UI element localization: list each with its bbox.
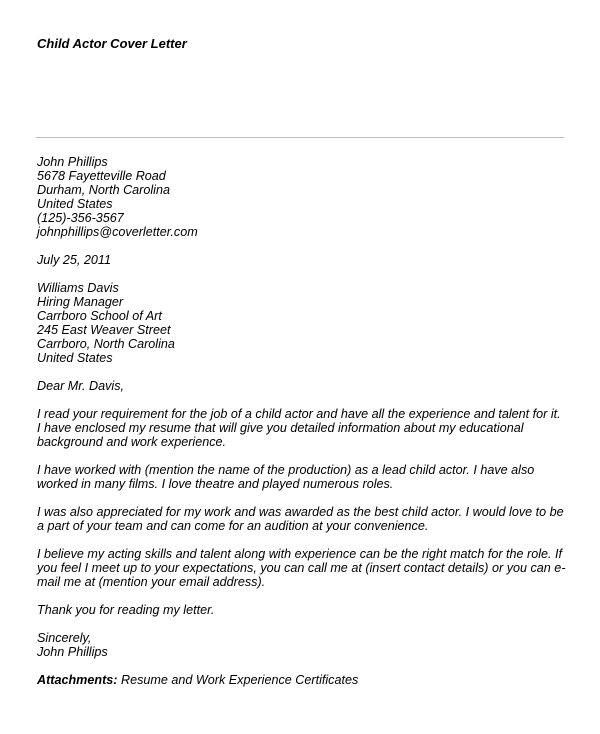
paragraph-1: I read your requirement for the job of a child actor and have all the experience and talent for it. I have enclosed my resume that will give you detailed information about my educational background and work experience. bbox=[37, 407, 561, 449]
sender-city: Durham, North Carolina bbox=[37, 183, 170, 197]
header-divider bbox=[36, 137, 564, 138]
paragraph-3: I was also appreciated for my work and was awarded as the best child actor. I would love to be a part of your team and can come for an audition at your convenience. bbox=[37, 505, 564, 533]
sender-country: United States bbox=[37, 197, 113, 211]
sender-address bbox=[37, 155, 567, 239]
paragraph-5: Thank you for reading my letter. bbox=[37, 603, 215, 617]
sender-phone: (125)-356-3567 bbox=[37, 211, 124, 225]
recipient-street: 245 East Weaver Street bbox=[37, 323, 171, 337]
recipient-city: Carrboro, North Carolina bbox=[37, 337, 175, 351]
letter-date bbox=[37, 253, 567, 267]
recipient-address bbox=[37, 281, 567, 365]
attachments bbox=[37, 673, 567, 687]
date-text: July 25, 2011 bbox=[37, 253, 111, 267]
sender-email: johnphillips@coverletter.com bbox=[37, 225, 198, 239]
recipient-organization: Carrboro School of Art bbox=[37, 309, 162, 323]
recipient-country: United States bbox=[37, 351, 113, 365]
paragraph-2: I have worked with (mention the name of the production) as a lead child actor. I have also worked in many films. I love theatre and played numerous roles. bbox=[37, 463, 535, 491]
attachments-value: Resume and Work Experience Certificates bbox=[117, 673, 359, 687]
signature-name: John Phillips bbox=[37, 645, 108, 659]
paragraph-4: I believe my acting skills and talent along with experience can be the right match for the role. If you feel I meet up to your expectations, you can call me at (insert contact details) or you can e-mail me at (mention your email address). bbox=[37, 547, 566, 589]
attachments-label: Attachments: bbox=[37, 673, 118, 687]
letter-body bbox=[37, 155, 567, 701]
recipient-position: Hiring Manager bbox=[37, 295, 124, 309]
closing-block bbox=[37, 631, 567, 659]
salutation-text: Dear Mr. Davis, bbox=[37, 379, 124, 393]
document-title: Child Actor Cover Letter bbox=[37, 36, 187, 51]
recipient-name: Williams Davis bbox=[37, 281, 119, 295]
salutation bbox=[37, 379, 567, 393]
sender-street: 5678 Fayetteville Road bbox=[37, 169, 166, 183]
sender-name: John Phillips bbox=[37, 155, 108, 169]
closing-text: Sincerely, bbox=[37, 631, 92, 645]
